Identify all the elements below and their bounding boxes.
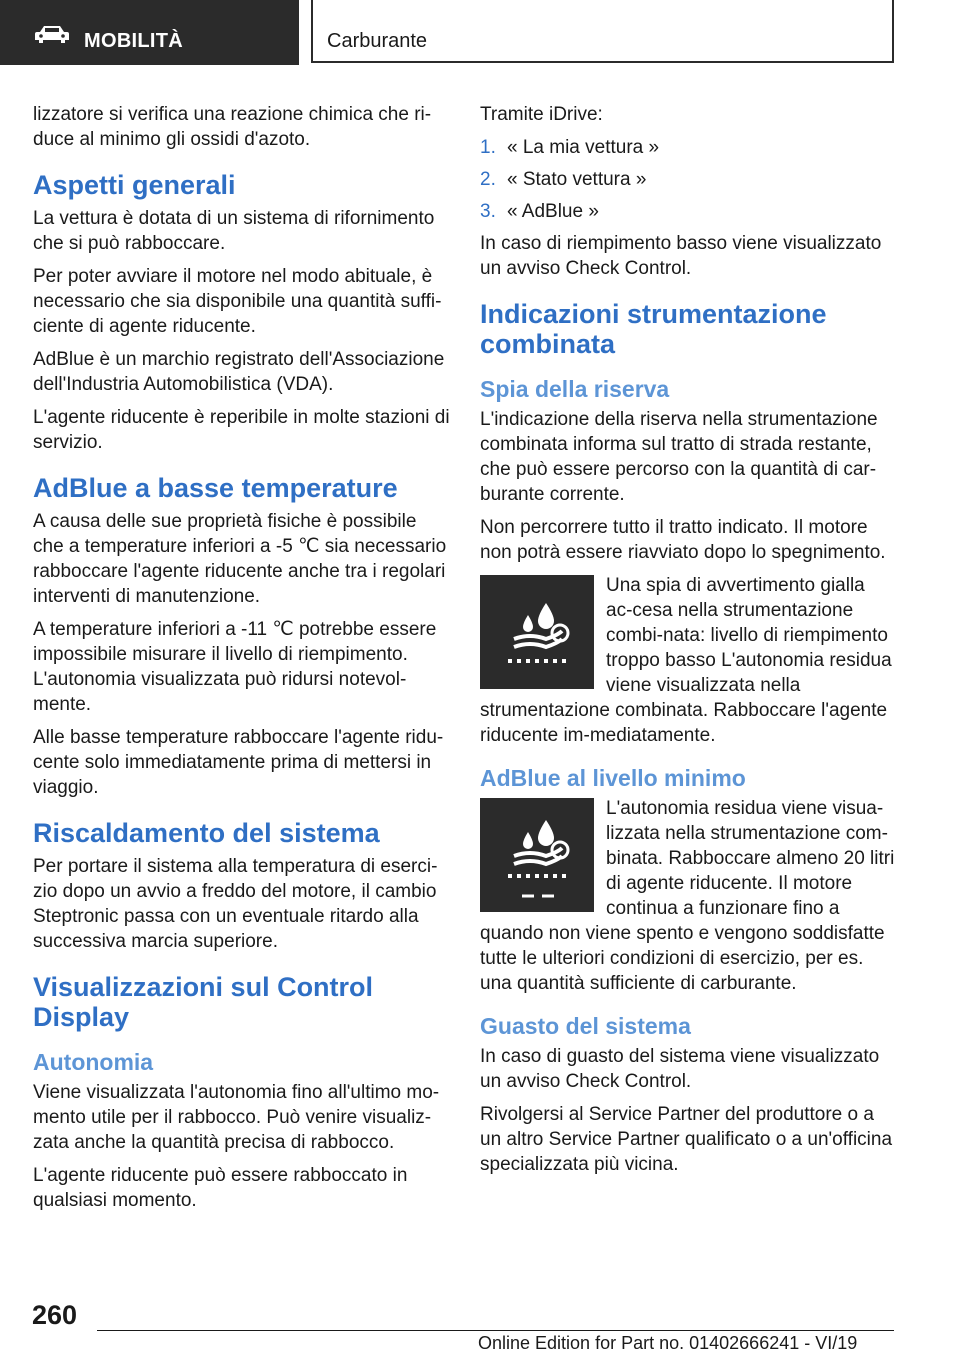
paragraph: AdBlue è un marchio registrato dell'Associazione dell'Industria Automobilistica (VDA). [33,349,445,395]
heading-guasto: Guasto del sistema [480,1013,691,1039]
step-text: « La mia vettura » [507,137,660,158]
heading-visualizzazioni: Visualizzazioni sul Control Display [33,972,374,1032]
paragraph: In caso di guasto del sistema viene visualizzato un avviso Check Control. [480,1046,880,1092]
paragraph: Una spia di avvertimento gialla ac-cesa nella strumentazione combi-nata: livello di riempimento troppo basso L'autonomia residua viene visualizzata nella strumentazione combinata. Rabboccare l'agente riducente im-mediatamente. [480,575,892,746]
right-column [480,102,895,1185]
heading-aspetti-generali: Aspetti generali [33,170,236,200]
edition-label: Online Edition for Part no. 01402666241 - VI/19 [478,1333,858,1353]
paragraph: Rivolgersi al Service Partner del produttore o a un altro Service Partner qualificato o a un'officina specializzata più vicina. [480,1104,893,1175]
paragraph: lizzatore si verifica una reazione chimica che ri-duce al minimo gli ossidi d'azoto. [33,104,432,150]
paragraph: Tramite iDrive: [480,104,603,125]
paragraph: L'agente riducente è reperibile in molte stazioni di servizio. [33,407,450,453]
step-text: « AdBlue » [507,201,599,222]
paragraph: L'autonomia residua viene visua-lizzata nella strumentazione com-binata. Rabboccare almeno 20 litri di agente riducente. Il motore continua a funzionare fino a quando non viene spento e vengono soddisfatte tutte le ulteriori condizioni di esercizio, per es. una quantità sufficiente di carburante. [480,798,895,994]
section-label: MOBILITÀ [84,30,184,52]
left-column [33,102,451,1221]
paragraph: In caso di riempimento basso viene visualizzato un avviso Check Control. [480,233,882,279]
adblue-minimum-icon [480,798,594,912]
heading-spia-riserva: Spia della riserva [480,376,670,402]
paragraph: Alle basse temperature rabboccare l'agente ridu-cente solo immediatamente prima di mettersi in viaggio. [33,727,444,798]
list-item [480,167,895,192]
list-item [480,199,895,224]
paragraph: L'agente riducente può essere rabboccato in qualsiasi momento. [33,1165,408,1211]
heading-livello-minimo: AdBlue al livello minimo [480,765,746,791]
heading-adblue-basse-temperature: AdBlue a basse temperature [33,473,398,503]
heading-autonomia: Autonomia [33,1049,154,1075]
car-icon [34,24,70,44]
paragraph: A temperature inferiori a -11 ℃ potrebbe essere impossibile misurare il livello di riempimento. L'autonomia visualizzata può ridursi notevol-mente. [33,619,437,715]
page-number: 260 [32,1300,78,1330]
chapter-box [311,0,894,63]
paragraph: Non percorrere tutto il tratto indicato. Il motore non potrà essere riavviato dopo lo spegnimento. [480,517,886,563]
heading-riscaldamento: Riscaldamento del sistema [33,818,380,848]
step-number: 2. [480,169,496,190]
idrive-steps [480,135,895,224]
step-number: 1. [480,137,496,158]
list-item [480,135,895,160]
footer-divider [97,1330,894,1331]
chapter-label: Carburante [327,30,428,52]
paragraph: A causa delle sue proprietà fisiche è possibile che a temperature inferiori a -5 ℃ sia necessario rabboccare l'agente riducente anche tra i regolari interventi di manutenzione. [33,511,447,607]
paragraph: Per poter avviare il motore nel modo abituale, è necessario che sia disponibile una quantità suffi-ciente di agente riducente. [33,266,442,337]
adblue-reserve-icon [480,575,594,689]
paragraph: Viene visualizzata l'autonomia fino all'ultimo mo-mento utile per il rabbocco. Può venire visualiz-zata anche la quantità precisa di rabbocco. [33,1082,440,1153]
paragraph: Per portare il sistema alla temperatura di eserci-zio dopo un avvio a freddo del motore, il cambio Steptronic passa con un eventuale ritardo alla successiva marcia superiore. [33,856,438,952]
paragraph: L'indicazione della riserva nella strumentazione combinata informa sul tratto di strada restante, che può essere percorso con la quantità di car-burante corrente. [480,409,878,505]
heading-indicazioni: Indicazioni strumentazione combinata [480,299,827,359]
step-number: 3. [480,201,496,222]
paragraph: La vettura è dotata di un sistema di rifornimento che si può rabboccare. [33,208,435,254]
step-text: « Stato vettura » [507,169,647,190]
section-tab [0,0,299,65]
